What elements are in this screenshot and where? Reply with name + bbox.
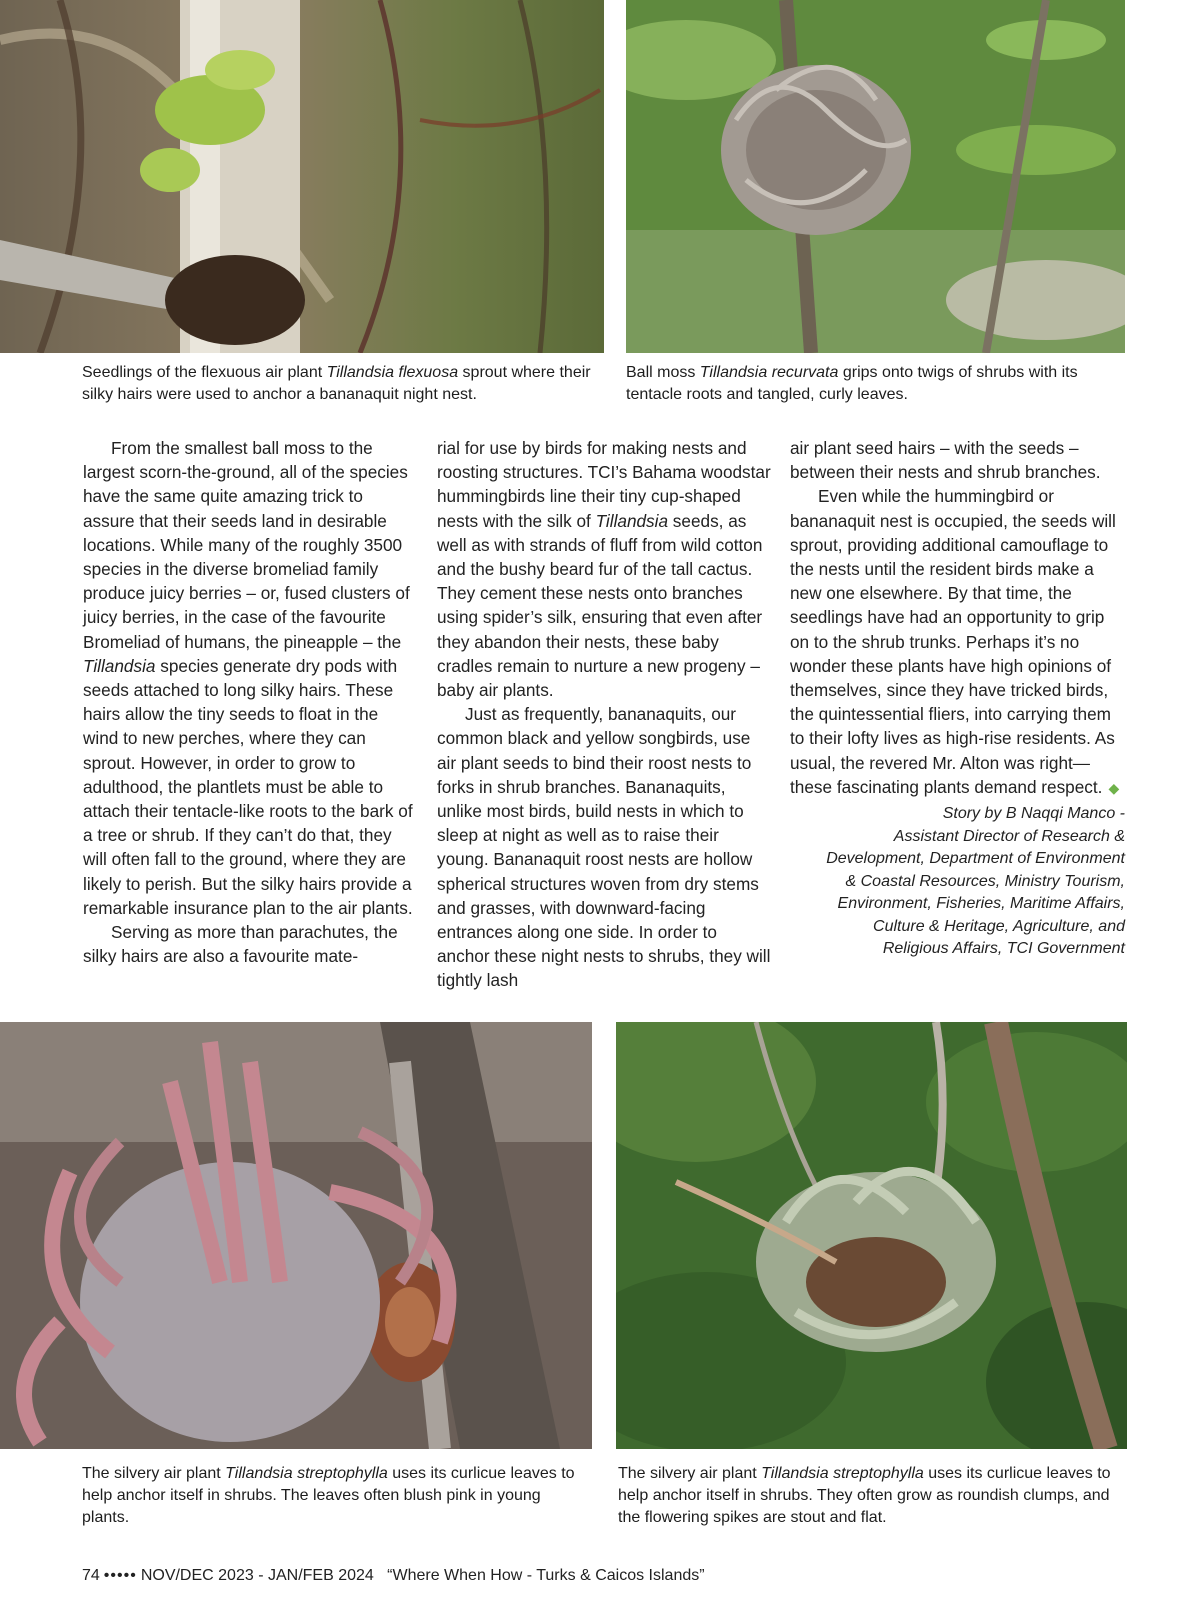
page-number: 74 — [82, 1567, 100, 1584]
issue-date: NOV/DEC 2023 - JAN/FEB 2024 — [140, 1567, 374, 1584]
magazine-name: “Where When How - Turks & Caicos Islands” — [387, 1567, 705, 1584]
byline: Story by B Naqqi Manco - Assistant Director of Research & Development, Department of Environment & Coastal Resources, Ministry Tourism, Environment, Fisheries, Maritime Affairs, Culture & Heritage, Agriculture, and Religious Affairs, TCI Government — [826, 805, 1125, 958]
end-mark-icon: ◆ — [1108, 779, 1120, 796]
article-column-2 — [437, 436, 772, 993]
caption-bottom-right: The silvery air plant Tillandsia streptophylla uses its curlicue leaves to help anchor itself in shrubs. They often grow as roundish clumps, and the flowering spikes are stout and flat. — [618, 1465, 1111, 1526]
photo-tillandsia-recurvata — [626, 0, 1125, 353]
caption-top-left: Seedlings of the flexuous air plant Tillandsia flexuosa sprout where their silky hairs were used to anchor a bananaquit night nest. — [82, 364, 591, 403]
caption-top-right: Ball moss Tillandsia recurvata grips onto twigs of shrubs with its tentacle roots and tangled, curly leaves. — [626, 364, 1078, 403]
separator-dots: ••••• — [103, 1567, 137, 1584]
photo-tillandsia-streptophylla-pink — [0, 1022, 592, 1449]
caption-bottom-left: The silvery air plant Tillandsia streptophylla uses its curlicue leaves to help anchor itself in shrubs. The leaves often blush pink in young plants. — [82, 1465, 575, 1526]
paragraph: From the smallest ball moss to the largest scorn-the-ground, all of the species have the same quite amazing trick to assure that their seeds land in desirable locations. While many of the roughly 3500 species in the diverse bromeliad family produce juicy berries – or, fused clusters of juicy berries, in the case of the favourite Bromeliad of humans, the pineapple – the Tillandsia species generate dry pods with seeds attached to long silky hairs. These hairs allow the tiny seeds to float in the wind to new perches, where they can sprout. However, in order to grow to adulthood, the plantlets must be able to attach their tentacle-like roots to the bark of a tree or shrub. If they can’t do that, they will often fall to the ground, where they are likely to perish. But the silky hairs provide a remarkable insurance plan to the air plants. — [83, 438, 413, 918]
paragraph: rial for use by birds for making nests and roosting structures. TCI’s Bahama woodstar hummingbirds line their tiny cup-shaped nests with the silk of Tillandsia seeds, as well as with strands of fluff from wild cotton and the bushy beard fur of the tall cactus. They cement these nests onto branches using spider’s silk, ensuring that even after they abandon their nests, these baby cradles remain to nurture a new progeny – baby air plants. — [437, 438, 771, 701]
paragraph: air plant seed hairs – with the seeds – between their nests and shrub branches. — [790, 438, 1101, 483]
page-footer — [82, 1566, 705, 1586]
photo-tillandsia-flexuosa — [0, 0, 604, 353]
paragraph: Even while the hummingbird or bananaquit nest is occupied, the seeds will sprout, providing additional camouflage to the nests until the resident birds make a new one elsewhere. By that time, the seedlings have had an opportunity to grip on to the shrub trunks. Perhaps it’s no wonder these plants have high opinions of themselves, since they have tricked birds, the quintessential fliers, into carrying them to their lofty lives as high-rise residents. As usual, the revered Mr. Alton was right—these fascinating plants demand respect. ◆ — [790, 486, 1120, 797]
paragraph: Serving as more than parachutes, the silky hairs are also a favourite mate- — [83, 922, 398, 967]
article-column-3 — [790, 436, 1125, 961]
photo-tillandsia-streptophylla-clump — [616, 1022, 1127, 1449]
article-column-1 — [83, 436, 418, 968]
paragraph: Just as frequently, bananaquits, our common black and yellow songbirds, use air plant seeds to bind their roost nests to forks in shrub branches. Bananaquits, unlike most birds, build nests in which to sleep at night as well as to raise their young. Bananaquit roost nests are hollow spherical structures woven from dry stems and grasses, with downward-facing entrances along one side. In order to anchor these night nests to shrubs, they will tightly lash — [437, 704, 771, 991]
